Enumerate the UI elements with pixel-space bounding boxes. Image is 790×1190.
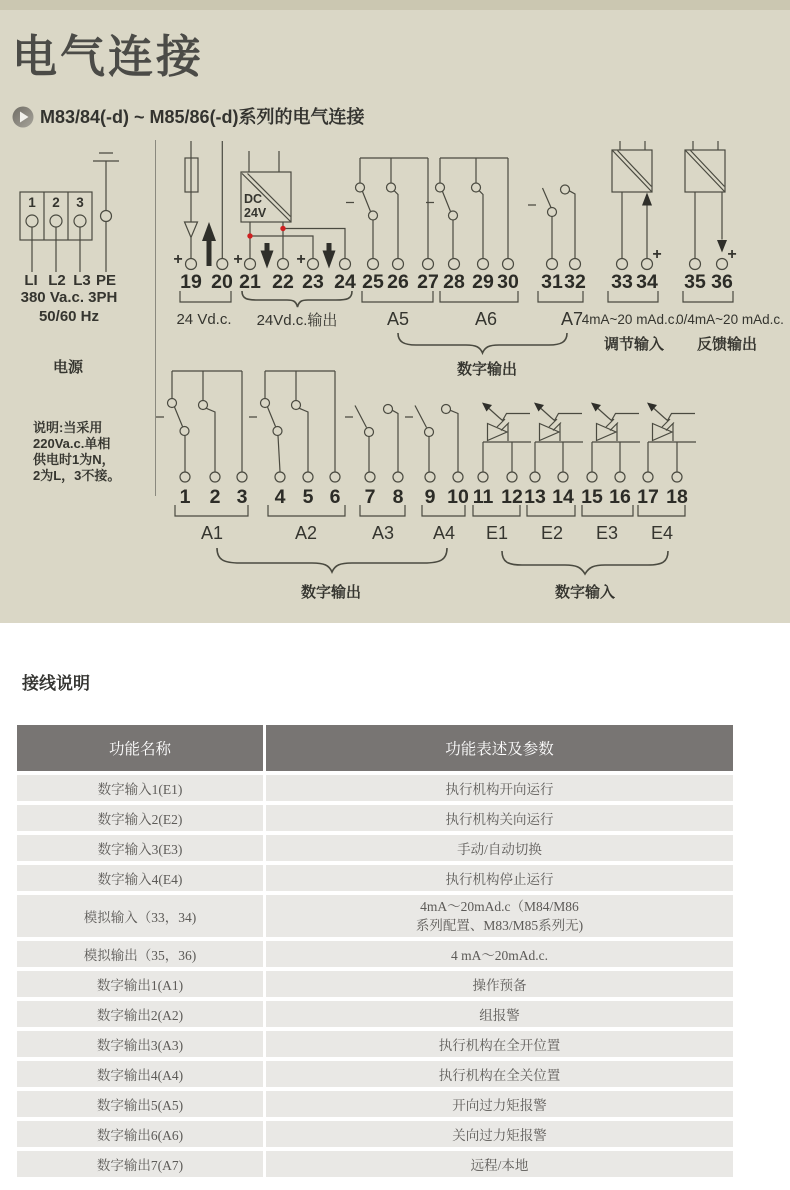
row-name: 数字输出2(A2) — [17, 1001, 263, 1027]
up-arrow-icon — [202, 222, 216, 266]
dc-box-label-line1: DC — [244, 192, 263, 206]
label-a4: A4 — [432, 523, 456, 543]
svg-text:+: + — [727, 246, 737, 263]
svg-text:35: 35 — [684, 271, 706, 293]
bottom-terminal-numbers — [180, 486, 688, 508]
junction-dot — [247, 233, 252, 238]
svg-text:12: 12 — [501, 486, 523, 508]
svg-text:13: 13 — [524, 486, 546, 508]
power-note-line1: 说明:当采用 — [33, 420, 103, 435]
opto-input-e1-symbol — [482, 403, 531, 472]
relay-a6-symbol — [426, 158, 508, 259]
subtitle-label: M83/84(-d) ~ M85/86(-d)系列的电气连接 — [40, 107, 365, 127]
phase-label-l3: L3 — [73, 272, 91, 289]
relay-a1-symbol — [156, 371, 242, 472]
row-desc: 执行机构在全关位置 — [266, 1061, 733, 1087]
panel-top-strip — [0, 0, 790, 10]
svg-text:+: + — [296, 251, 306, 268]
label-a2: A2 — [294, 523, 318, 543]
table-row — [17, 835, 733, 861]
row-desc: 远程/本地 — [266, 1151, 733, 1177]
power-note-line4: 2为L，3不接。 — [33, 468, 121, 483]
table-row — [17, 941, 733, 967]
svg-text:10: 10 — [447, 486, 469, 508]
row-name: 数字输出6(A6) — [17, 1121, 263, 1147]
svg-text:31: 31 — [541, 271, 563, 293]
row-name: 数字输出4(A4) — [17, 1061, 263, 1087]
terminal-circle — [26, 215, 38, 227]
table-row — [17, 1061, 733, 1087]
svg-text:7: 7 — [364, 486, 376, 508]
wiring-diagram — [0, 133, 790, 623]
label-e3: E3 — [595, 523, 619, 543]
down-arrow-icon — [323, 243, 336, 269]
power-wires — [32, 227, 80, 272]
dc-supply-box — [241, 151, 345, 259]
row-desc: 关向过力矩报警 — [266, 1121, 733, 1147]
junction-dot — [280, 226, 285, 231]
svg-text:23: 23 — [302, 271, 324, 293]
svg-text:29: 29 — [472, 271, 494, 293]
svg-text:17: 17 — [637, 486, 659, 508]
page-title: 电气连接 — [12, 31, 205, 82]
relay-a2-symbol — [249, 371, 335, 472]
label-24vdc: 24 Vd.c. — [176, 311, 232, 328]
row-name: 数字输入3(E3) — [17, 835, 263, 861]
brace-digital-output-bottom — [217, 548, 447, 572]
diode-icon — [185, 222, 198, 238]
svg-text:25: 25 — [362, 271, 384, 293]
svg-text:22: 22 — [272, 271, 294, 293]
svg-text:+: + — [652, 246, 662, 263]
brace-dc-output — [242, 291, 352, 307]
row-name: 数字输出5(A5) — [17, 1091, 263, 1117]
svg-text:21: 21 — [239, 271, 261, 293]
terminal-circle — [74, 215, 86, 227]
svg-text:5: 5 — [302, 486, 314, 508]
power-block — [20, 140, 156, 496]
opto-input-e4-symbol — [647, 403, 696, 472]
table-header — [17, 725, 733, 771]
row-desc: 执行机构关向运行 — [266, 805, 733, 831]
power-terminal-2: 2 — [52, 195, 60, 210]
phase-label-pe: PE — [95, 272, 117, 289]
label-a6: A6 — [474, 309, 498, 329]
column-header-function-desc: 功能表述及参数 — [266, 725, 733, 771]
table-row — [17, 1001, 733, 1027]
svg-text:2: 2 — [209, 486, 221, 508]
row-desc-line1: 4mA～20mAd.c（M84/M86 — [420, 899, 579, 914]
label-e2: E2 — [540, 523, 564, 543]
svg-text:16: 16 — [609, 486, 631, 508]
table-row — [17, 1031, 733, 1057]
svg-text:27: 27 — [417, 271, 439, 293]
label-fb-output: 反馈输出 — [696, 336, 758, 353]
ground-icon — [93, 153, 119, 272]
svg-text:6: 6 — [329, 486, 341, 508]
row-desc — [266, 895, 733, 937]
svg-text:+: + — [173, 251, 183, 268]
opto-input-e3-symbol — [591, 403, 640, 472]
label-digital-output-top: 数字输出 — [456, 361, 518, 378]
svg-text:26: 26 — [387, 271, 409, 293]
voltage-rating: 380 Va.c. 3PH — [20, 289, 118, 306]
svg-text:4: 4 — [274, 486, 286, 508]
svg-text:+: + — [233, 251, 243, 268]
bottom-terminal-circles — [180, 472, 682, 482]
table-row — [17, 1151, 733, 1177]
bullet-play-icon — [12, 105, 34, 128]
down-arrow-icon — [261, 243, 274, 269]
dc-box-label-line2: 24V — [244, 206, 267, 220]
svg-text:8: 8 — [392, 486, 404, 508]
label-reg-input-range: 4mA~20 mAd.c. — [581, 312, 679, 327]
row-desc: 执行机构停止运行 — [266, 865, 733, 891]
svg-text:3: 3 — [236, 486, 248, 508]
table-row — [17, 1091, 733, 1117]
label-a5: A5 — [386, 309, 410, 329]
svg-text:34: 34 — [636, 271, 658, 293]
power-terminal-1: 1 — [28, 195, 36, 210]
column-header-function-name: 功能名称 — [17, 725, 263, 771]
section-subtitle — [12, 103, 365, 129]
switch-a7-symbol — [528, 185, 575, 259]
row-name: 模拟输出（35，36) — [17, 941, 263, 967]
svg-text:9: 9 — [424, 486, 436, 508]
power-note-line2: 220Va.c.单相 — [33, 436, 111, 451]
switch-a4-symbol — [405, 405, 458, 472]
fuse-diode-column — [185, 141, 199, 259]
svg-text:14: 14 — [552, 486, 574, 508]
opto-input-e2-symbol — [534, 403, 583, 472]
relay-a5-symbol — [346, 158, 428, 259]
wiring-table — [17, 725, 733, 1181]
row-desc: 开向过力矩报警 — [266, 1091, 733, 1117]
table-row — [17, 775, 733, 801]
svg-text:11: 11 — [472, 486, 494, 508]
svg-text:32: 32 — [564, 271, 586, 293]
wiring-section-title: 接线说明 — [22, 674, 90, 693]
row-name: 数字输入2(E2) — [17, 805, 263, 831]
label-24vdc-output: 24Vd.c.输出 — [256, 312, 338, 329]
phase-label-l1: LI — [24, 272, 38, 289]
svg-text:1: 1 — [179, 486, 191, 508]
row-desc: 执行机构开向运行 — [266, 775, 733, 801]
svg-text:19: 19 — [180, 271, 202, 293]
top-terminal-numbers — [180, 271, 733, 293]
label-e1: E1 — [485, 523, 509, 543]
label-e4: E4 — [650, 523, 674, 543]
svg-text:24: 24 — [334, 271, 356, 293]
row-name: 数字输出3(A3) — [17, 1031, 263, 1057]
isolator-box-regulating-input — [612, 141, 652, 259]
label-a7: A7 — [560, 309, 584, 329]
isolator-box-feedback-output — [685, 141, 727, 259]
table-row — [17, 895, 733, 937]
switch-a3-symbol — [345, 405, 398, 472]
row-name: 数字输入4(E4) — [17, 865, 263, 891]
svg-text:18: 18 — [666, 486, 688, 508]
row-desc-line2: 系列配置、M83/M85系列无) — [415, 918, 584, 933]
frequency-rating: 50/60 Hz — [38, 308, 100, 325]
row-name: 数字输出1(A1) — [17, 971, 263, 997]
label-a3: A3 — [371, 523, 395, 543]
down-arrowhead-icon — [717, 240, 727, 253]
label-digital-input: 数字输入 — [554, 584, 616, 601]
svg-text:30: 30 — [497, 271, 519, 293]
label-digital-output-bottom: 数字输出 — [300, 584, 362, 601]
table-row — [17, 805, 733, 831]
table-row — [17, 1121, 733, 1147]
terminal-circle — [50, 215, 62, 227]
row-desc: 4 mA～20mAd.c. — [266, 941, 733, 967]
row-name: 模拟输入（33，34) — [17, 895, 263, 937]
row-desc: 组报警 — [266, 1001, 733, 1027]
power-terminal-3: 3 — [76, 195, 84, 210]
label-a1: A1 — [200, 523, 224, 543]
brace-digital-input — [502, 551, 668, 574]
up-arrowhead-icon — [642, 193, 652, 206]
terminal-circle-pe — [101, 211, 112, 222]
row-name: 数字输出7(A7) — [17, 1151, 263, 1177]
row-desc: 操作预备 — [266, 971, 733, 997]
svg-text:28: 28 — [443, 271, 465, 293]
row-desc: 执行机构在全开位置 — [266, 1031, 733, 1057]
row-name: 数字输入1(E1) — [17, 775, 263, 801]
svg-text:36: 36 — [711, 271, 733, 293]
svg-text:20: 20 — [211, 271, 233, 293]
svg-text:15: 15 — [581, 486, 603, 508]
label-fb-output-range: 0/4mA~20 mAd.c. — [676, 312, 784, 327]
table-row — [17, 865, 733, 891]
svg-text:33: 33 — [611, 271, 633, 293]
row-desc: 手动/自动切换 — [266, 835, 733, 861]
brace-digital-output-top — [398, 333, 567, 353]
label-reg-input: 调节输入 — [603, 336, 665, 353]
table-row — [17, 971, 733, 997]
power-source-label: 电源 — [52, 359, 84, 376]
phase-label-l2: L2 — [48, 272, 66, 289]
power-note-line3: 供电时1为N， — [33, 452, 115, 467]
